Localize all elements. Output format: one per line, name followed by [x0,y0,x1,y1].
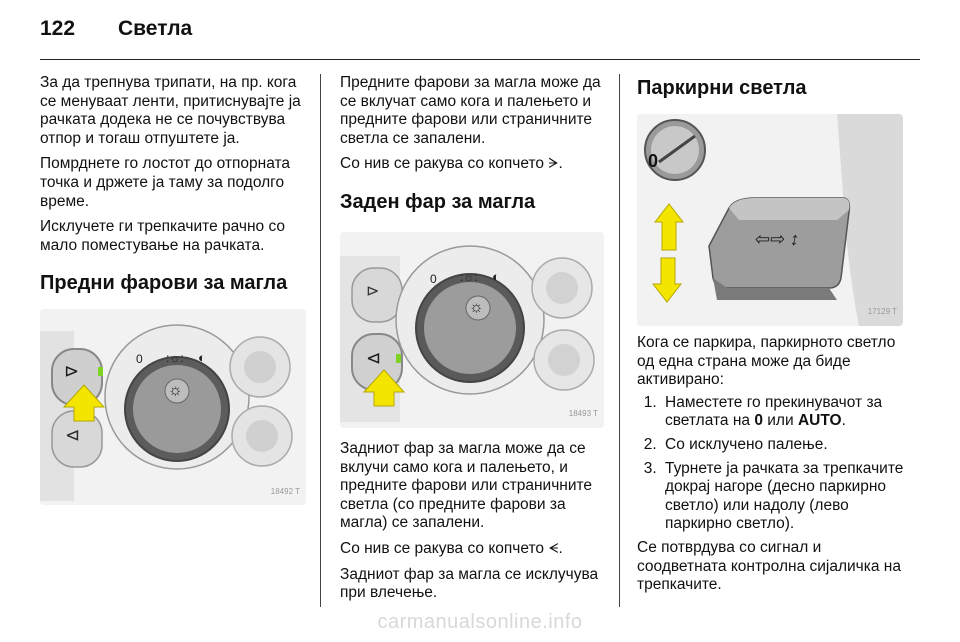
paragraph: Предните фарови за магла може да се вклучат само кога и палењето и предните фарови или страничните светла се запалени. [340,74,601,147]
watermark: carmanualsonline.info [377,611,583,633]
headlight-icon: ◐ [492,268,500,284]
paragraph: Задниот фар за магла може да се вклучи само кога и палењето, и предните фарови или страничните светла (со предните фарови за магла) се запалени. [340,439,593,532]
dial-zero-label: 0 [430,271,437,286]
front-fog-switch-figure [40,309,306,505]
sidelight-icon: :☼: [166,351,184,366]
rear-fog-switch-figure [340,232,604,428]
page-number: 122 [40,17,76,40]
page-title: Светла [118,17,193,40]
column-2 [340,74,604,610]
paragraph-text: Со нив се ракува со копчето [340,539,549,557]
sun-icon: ☼ [168,382,183,400]
sun-icon: ☼ [469,298,484,316]
steps-list [637,394,905,534]
section-heading: Заден фар за магла [340,190,536,213]
sidelight-icon: :☼: [460,269,478,284]
light-switch-zero-label: 0 [648,151,659,171]
rear-fog-switch-illustration [340,232,604,428]
paragraph: Помрднете го лостот до отпорната точка и држете ја таму за подолго време. [40,155,291,210]
column-divider [320,74,321,607]
paragraph-text: Со нив се ракува со копчето [340,155,549,173]
paragraph: Задниот фар за магла се исклучува при влечење. [340,565,599,602]
column-3 [637,74,905,602]
front-fog-icon: ᗒ [548,156,559,173]
paragraph [340,540,604,559]
column-1 [40,74,308,505]
figure-code: 18493 T [568,409,598,419]
step-text: или [762,412,798,430]
front-fog-icon: ⊳ [64,361,80,382]
rear-fog-icon: ⊲ [65,425,81,446]
paragraph: За да трепнува трипати, на пр. кога се менуваат ленти, притиснувајте ја рачката додека не се почувствува отпор и тогаш отпуштете ја. [40,74,301,147]
turn-signal-lever-figure [637,114,903,326]
rear-fog-icon: ⊲ [366,347,382,368]
front-fog-icon-indicator [98,367,103,376]
turn-signal-lever-illustration [637,114,903,326]
section-heading: Предни фарови за магла [40,272,288,295]
dial-zero-label: 0 [136,352,143,367]
section-heading: Паркирни светла [637,77,807,99]
paragraph-end: . [558,155,563,173]
paragraph: Кога се паркира, паркирното светло од една страна може да биде активирано: [637,334,896,389]
paragraph: Исклучете ги трепкачите рачно со мало поместување на рачката. [40,218,286,254]
headlight-icon: ◐ [198,350,206,366]
auto-position: AUTO [797,412,842,430]
figure-code: 17129 T [867,307,897,317]
paragraph-end: . [558,539,563,557]
paragraph: Се потврдува со сигнал и соодветната контролна сијаличка на трепкачите. [637,538,901,594]
zero-position: 0 [754,412,763,430]
front-fog-switch-illustration [40,309,306,505]
rear-fog-icon-indicator [396,354,401,363]
figure-code: 18492 T [270,486,300,496]
list-item [661,394,905,431]
paragraph [340,155,604,174]
step-text: Наместете го прекинувачот за светлата на [665,393,883,430]
column-divider [619,74,620,607]
list-item: 2. Со исклучено палење. [661,436,905,455]
list-item: 3. Турнете ја рачката за трепкачите докрај нагоре (десно паркирно светло) или надолу (лево паркирно светло). [661,460,905,534]
front-fog-icon: ⊳ [366,282,380,300]
turn-signal-arrows-icon: ⇦⇨ ↕ [753,229,801,249]
header-rule [40,59,920,60]
rear-fog-icon: ᗕ [548,540,559,557]
step-text: . [841,412,846,430]
